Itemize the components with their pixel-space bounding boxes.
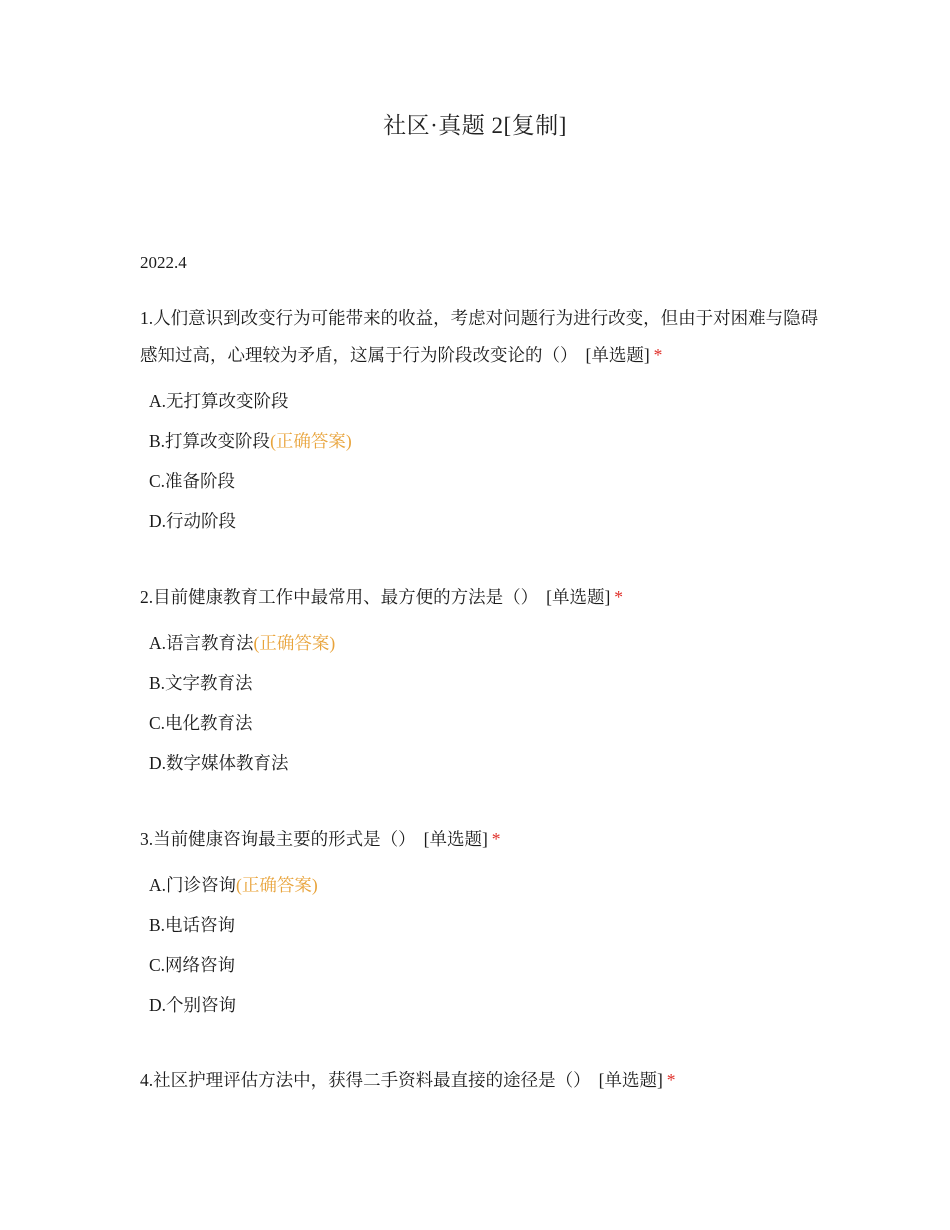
option-list [149, 381, 820, 541]
question-stem: 1.人们意识到改变行为可能带来的收益，考虑对问题行为进行改变，但由于对困难与隐碍感知过高，心理较为矛盾，这属于行为阶段改变论的（） [140, 308, 819, 365]
required-mark: * [666, 1070, 676, 1090]
document-date: 2022.4 [140, 253, 187, 272]
question-type: [单选题] [585, 345, 650, 365]
required-mark: * [491, 829, 501, 849]
option-d [149, 501, 820, 541]
question-stem: 2.目前健康教育工作中最常用、最方便的方法是（） [140, 587, 539, 607]
option-label: B.文字教育法 [149, 673, 253, 693]
option-label: D.行动阶段 [149, 511, 237, 531]
option-b [149, 663, 820, 703]
correct-answer-tag: (正确答案) [253, 633, 336, 653]
option-label: B.电话咨询 [149, 915, 236, 935]
question-text [140, 300, 820, 374]
required-mark: * [653, 345, 663, 365]
option-label: A.无打算改变阶段 [149, 391, 289, 411]
question-text [140, 1062, 820, 1099]
question-4 [140, 1062, 820, 1099]
option-a [149, 865, 820, 905]
option-label: C.网络咨询 [149, 955, 236, 975]
option-label: D.个别咨询 [149, 995, 237, 1015]
option-label: C.电化教育法 [149, 713, 253, 733]
option-a [149, 381, 820, 421]
option-a [149, 623, 820, 663]
option-b [149, 905, 820, 945]
option-d [149, 985, 820, 1025]
option-label: C.准备阶段 [149, 471, 236, 491]
option-label: D.数字媒体教育法 [149, 753, 289, 773]
option-label: A.门诊咨询 [149, 875, 237, 895]
question-type: [单选题] [546, 587, 611, 607]
question-2 [140, 579, 820, 783]
option-c [149, 945, 820, 985]
question-3 [140, 821, 820, 1025]
correct-answer-tag: (正确答案) [270, 431, 352, 451]
required-mark: * [614, 587, 624, 607]
option-b [149, 421, 820, 461]
question-stem: 4.社区护理评估方法中，获得二手资料最直接的途径是（） [140, 1070, 591, 1090]
question-stem: 3.当前健康咨询最主要的形式是（） [140, 829, 416, 849]
option-c [149, 461, 820, 501]
option-label: A.语言教育法 [149, 633, 254, 653]
option-label: B.打算改变阶段 [149, 431, 271, 451]
question-type: [单选题] [423, 829, 488, 849]
page-title: 社区·真题 2[复制] [383, 113, 567, 138]
question-type: [单选题] [598, 1070, 663, 1090]
option-list [149, 865, 820, 1025]
question-text [140, 821, 820, 858]
correct-answer-tag: (正确答案) [236, 875, 318, 895]
option-list [149, 623, 820, 783]
question-1 [140, 300, 820, 541]
option-c [149, 703, 820, 743]
option-d [149, 743, 820, 783]
question-text [140, 579, 820, 616]
